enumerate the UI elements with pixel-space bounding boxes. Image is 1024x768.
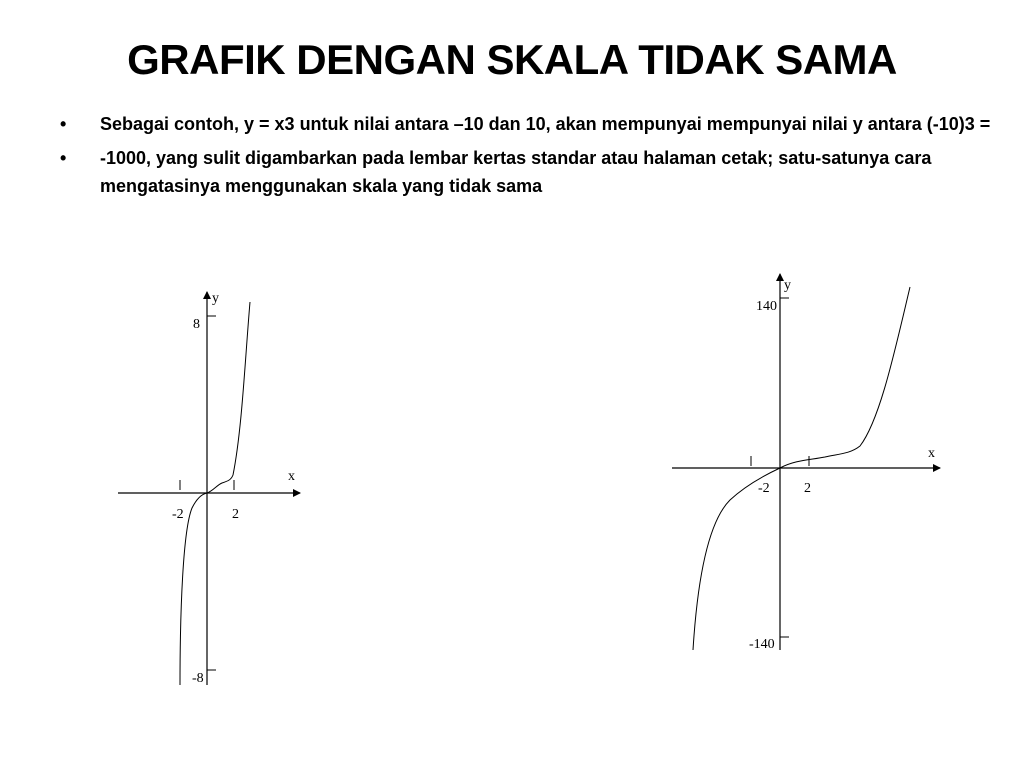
y-tick-label: -8: [192, 671, 204, 686]
bullet-list: [60, 110, 1010, 206]
x-tick-label: 2: [804, 481, 811, 496]
bullet-text: Sebagai contoh, y = x3 untuk nilai antara –10 dan 10, akan mempunyai mempunyai nilai y antara (-10)3 =: [100, 114, 991, 134]
bullet-marker: •: [60, 114, 67, 134]
x-axis-label: x: [928, 446, 935, 461]
y-tick-label: 8: [193, 317, 200, 332]
graph-right: [660, 270, 950, 670]
y-axis-label: y: [212, 291, 219, 306]
graph-left: [100, 280, 320, 700]
x-tick-label: -2: [172, 507, 184, 522]
bullet-text: -1000, yang sulit digambarkan pada lembar kertas standar atau halaman cetak; satu-satunya cara mengatasinya menggunakan skala yang tidak sama: [100, 148, 932, 196]
bullet-marker: •: [60, 148, 67, 168]
y-axis-label: y: [784, 278, 791, 293]
page-title: GRAFIK DENGAN SKALA TIDAK SAMA: [127, 36, 897, 83]
list-item: [60, 110, 1010, 138]
x-tick-label: 2: [232, 507, 239, 522]
list-item: [60, 144, 1010, 200]
y-tick-label: -140: [749, 637, 775, 652]
x-axis-label: x: [288, 469, 295, 484]
y-tick-label: 140: [756, 299, 777, 314]
x-tick-label: -2: [758, 481, 770, 496]
